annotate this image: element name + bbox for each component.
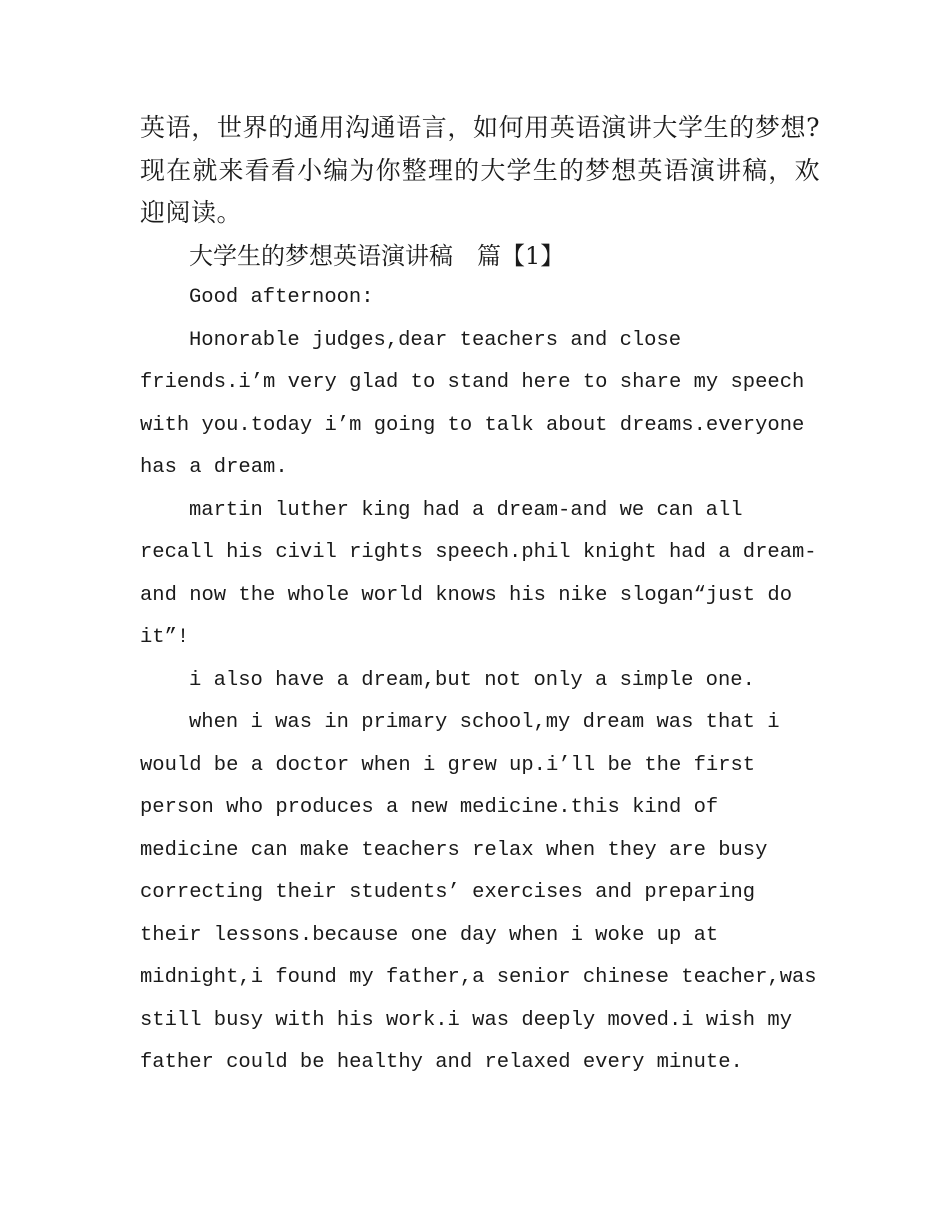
- body-paragraph: when i was in primary school,my dream was that i would be a doctor when i grew up.i’ll be the first person who produces a new medicine.this kind of medicine can make teachers relax when they are busy correcting their students’ exercises and preparing their lessons.because one day when i woke up at midnight,i found my father,a senior chinese teacher,was still busy with his work.i was deeply moved.i wish my father could be healthy and relaxed every minute.: [140, 711, 817, 1074]
- intro-paragraph: 英语，世界的通用沟通语言，如何用英语演讲大学生的梦想?现在就来看看小编为你整理的大学生的梦想英语演讲稿，欢迎阅读。: [140, 113, 820, 227]
- section-heading: 大学生的梦想英语演讲稿 篇【1】: [189, 241, 565, 270]
- body-paragraph: martin luther king had a dream-and we can all recall his civil rights speech.phil knight had a dream-and now the whole world knows his nike slogan“just do it”!: [140, 498, 817, 649]
- greeting-paragraph: Good afternoon:: [189, 286, 374, 309]
- body-paragraph: i also have a dream,but not only a simple one.: [189, 668, 755, 692]
- body-paragraph: Honorable judges,dear teachers and close friends.i’m very glad to stand here to share my speech with you.today i’m going to talk about dreams.everyone has a dream.: [140, 328, 805, 479]
- document-body: [140, 107, 820, 1085]
